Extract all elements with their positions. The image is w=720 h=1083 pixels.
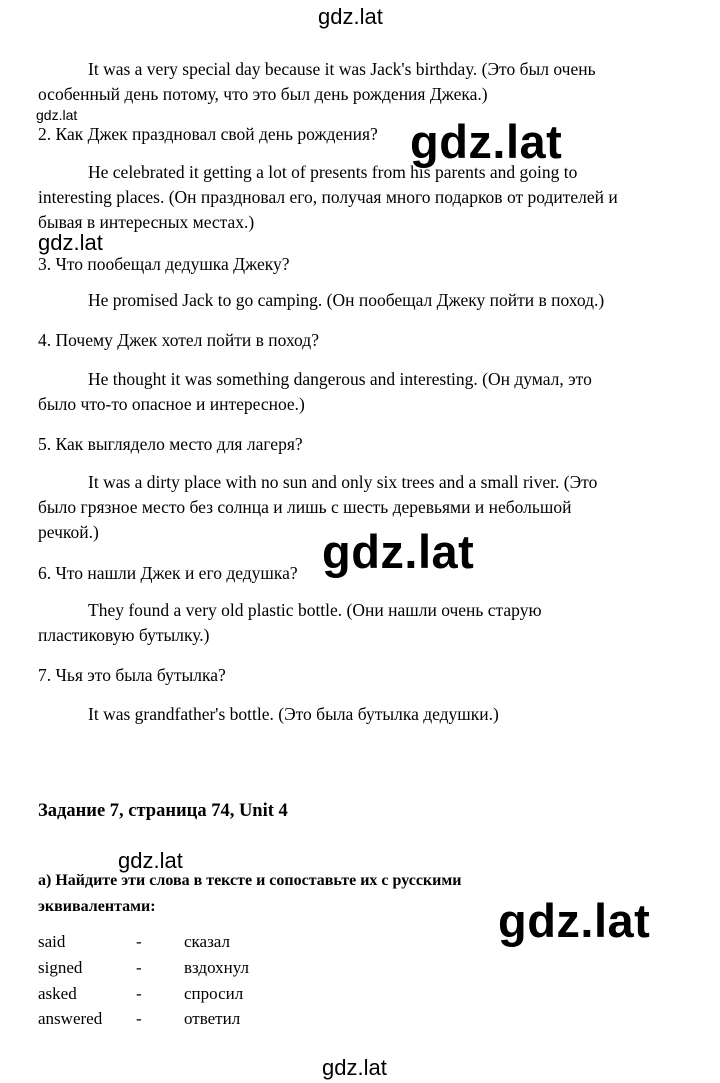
answer-1: [38, 57, 688, 107]
vocab-ru: сказал: [184, 932, 230, 951]
question-2: 2. Как Джек праздновал свой день рождения?: [38, 124, 378, 144]
answer-1-line-1: It was a very special day because it was Jack's birthday. (Это был очень: [88, 59, 596, 79]
answer-3-line-1: He promised Jack to go camping. (Он пообещал Джеку пойти в поход.): [88, 290, 605, 310]
vocab-en: said: [38, 932, 66, 951]
watermark-top: gdz.lat: [318, 4, 383, 29]
question-6: 6. Что нашли Джек и его дедушка?: [38, 563, 298, 583]
watermark-bottom: gdz.lat: [322, 1055, 387, 1080]
vocab-ru: спросил: [184, 984, 244, 1003]
watermark-left: gdz.lat: [38, 230, 103, 255]
vocab-row: [38, 932, 338, 954]
vocab-dash: -: [136, 932, 142, 951]
vocab-row: [38, 1009, 338, 1031]
answer-5-line-2: было грязное место без солнца и лишь с шесть деревьями и небольшой: [38, 497, 572, 517]
answer-4: [38, 367, 688, 417]
vocab-dash: -: [136, 984, 142, 1003]
answer-6-line-1: They found a very old plastic bottle. (Они нашли очень старую: [88, 600, 542, 620]
vocab-row: [38, 958, 338, 980]
vocab-row: [38, 984, 338, 1006]
task-subheading-line-2: эквивалентами:: [38, 898, 156, 915]
answer-3: [38, 288, 688, 313]
task-heading: Задание 7, страница 74, Unit 4: [38, 801, 288, 821]
answer-2: [38, 160, 688, 235]
answer-7-line-1: It was grandfather's bottle. (Это была бутылка дедушки.): [88, 704, 499, 724]
task-subheading: [38, 868, 461, 920]
answer-4-line-1: He thought it was something dangerous and interesting. (Он думал, это: [88, 369, 592, 389]
answer-6: [38, 598, 688, 648]
answer-7: [38, 702, 688, 727]
answer-2-line-3: бывая в интересных местах.): [38, 212, 255, 232]
vocab-en: answered: [38, 1009, 103, 1028]
vocab-en: signed: [38, 958, 83, 977]
task-subheading-line-1: a) Найдите эти слова в тексте и сопоставьте их с русскими: [38, 872, 462, 889]
answer-1-line-2: особенный день потому, что это был день рождения Джека.): [38, 84, 488, 104]
watermark-big-1: gdz.lat: [410, 115, 563, 168]
vocab-dash: -: [136, 958, 142, 977]
watermark-tiny: gdz.lat: [36, 107, 78, 123]
vocab-ru: ответил: [184, 1009, 241, 1028]
question-4: 4. Почему Джек хотел пойти в поход?: [38, 330, 319, 350]
watermark-task: gdz.lat: [118, 848, 183, 873]
answer-2-line-1: He celebrated it getting a lot of presents from his parents and going to: [88, 162, 578, 182]
watermark-big-3: gdz.lat: [498, 894, 651, 947]
answer-6-line-2: пластиковую бутылку.): [38, 625, 210, 645]
question-5: 5. Как выглядело место для лагеря?: [38, 434, 303, 454]
answer-5-line-3: речкой.): [38, 522, 99, 542]
question-3: 3. Что пообещал дедушка Джеку?: [38, 254, 290, 274]
answer-2-line-2: interesting places. (Он праздновал его, получая много подарков от родителей и: [38, 187, 618, 207]
vocab-ru: вздохнул: [184, 958, 249, 977]
answer-4-line-2: было что-то опасное и интересное.): [38, 394, 305, 414]
watermark-big-2: gdz.lat: [322, 525, 475, 578]
vocab-dash: -: [136, 1009, 142, 1028]
answer-5-line-1: It was a dirty place with no sun and only six trees and a small river. (Это: [88, 472, 598, 492]
question-7: 7. Чья это была бутылка?: [38, 665, 226, 685]
vocab-en: asked: [38, 984, 77, 1003]
